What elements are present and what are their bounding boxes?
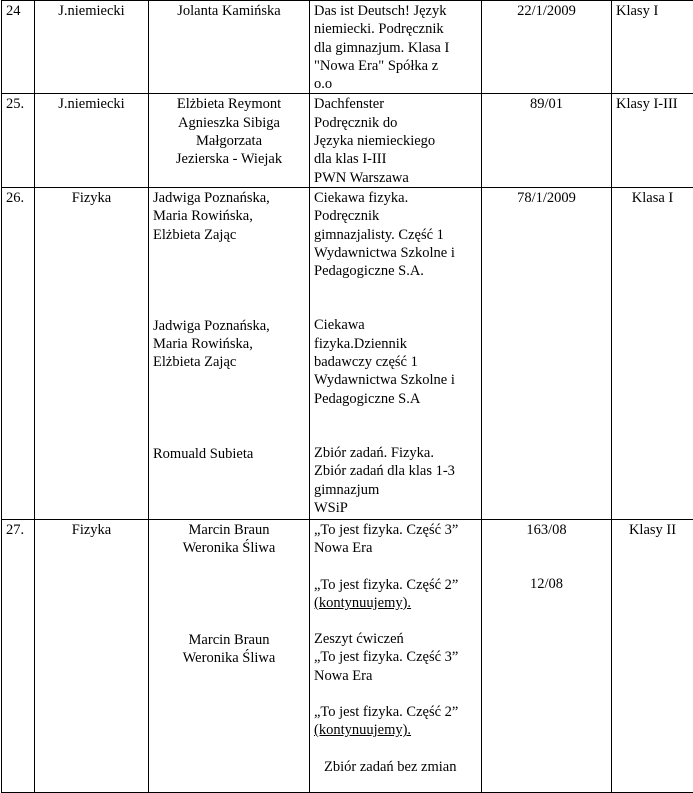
classes-cell: Klasa I <box>612 187 693 519</box>
book-line: „To jest fizyka. Część 2” <box>314 703 477 721</box>
book-line: Zbiór zadań bez zmian <box>314 758 477 776</box>
author-name: Jolanta Kamińska <box>153 2 305 20</box>
author-group <box>153 317 305 372</box>
author-name: Weronika Śliwa <box>153 649 305 667</box>
book-line: Nowa Era <box>314 539 477 557</box>
classes-cell: Klasy I-III <box>612 94 693 187</box>
author-group <box>153 445 305 463</box>
textbook-cell <box>310 1 482 94</box>
book-line: Nowa Era <box>314 667 477 685</box>
book-line: gimnazjalisty. Część 1 <box>314 226 477 244</box>
authors-cell <box>149 519 310 792</box>
approval-number: 163/08 <box>486 521 607 539</box>
book-group <box>314 630 477 685</box>
book-group <box>314 703 477 740</box>
subject-cell: J.niemiecki <box>35 94 149 187</box>
author-name: Małgorzata <box>153 132 305 150</box>
row-number: 24 <box>2 1 35 94</box>
approval-number-cell: 22/1/2009 <box>482 1 612 94</box>
author-name: Jezierska - Wiejak <box>153 150 305 168</box>
book-line: Języka niemieckiego <box>314 132 477 150</box>
table-row <box>2 1 693 94</box>
book-line: „To jest fizyka. Część 2” <box>314 576 477 594</box>
author-name: Agnieszka Sibiga <box>153 114 305 132</box>
approval-number-cell: 78/1/2009 <box>482 187 612 519</box>
book-line: Pedagogiczne S.A. <box>314 262 477 280</box>
row-number: 25. <box>2 94 35 187</box>
author-group <box>153 521 305 558</box>
book-line: fizyka.Dziennik <box>314 335 477 353</box>
classes-cell: Klasy II <box>612 519 693 792</box>
subject-cell: J.niemiecki <box>35 1 149 94</box>
subject-cell: Fizyka <box>35 187 149 519</box>
book-line: "Nowa Era" Spółka z <box>314 57 477 75</box>
book-group <box>314 444 477 517</box>
book-line: PWN Warszawa <box>314 169 477 187</box>
book-line: Wydawnictwa Szkolne i <box>314 244 477 262</box>
book-line: Podręcznik do <box>314 114 477 132</box>
book-line: dla klas I-III <box>314 150 477 168</box>
author-name: Elżbieta Zając <box>153 353 305 371</box>
book-line: niemiecki. Podręcznik <box>314 20 477 38</box>
book-line: Zeszyt ćwiczeń <box>314 630 477 648</box>
book-line: WSiP <box>314 499 477 517</box>
book-line: Zbiór zadań dla klas 1-3 <box>314 462 477 480</box>
book-line: badawczy część 1 <box>314 353 477 371</box>
textbook-table <box>1 0 693 793</box>
book-line: Zbiór zadań. Fizyka. <box>314 444 477 462</box>
author-name: Weronika Śliwa <box>153 539 305 557</box>
subject-cell: Fizyka <box>35 519 149 792</box>
authors-cell <box>149 94 310 187</box>
book-line: „To jest fizyka. Część 3” <box>314 521 477 539</box>
authors-cell <box>149 1 310 94</box>
book-line: dla gimnazjum. Klasa I <box>314 39 477 57</box>
book-line: Ciekawa fizyka. <box>314 189 477 207</box>
approval-number: 12/08 <box>486 575 607 593</box>
book-group <box>314 521 477 558</box>
book-line: „To jest fizyka. Część 3” <box>314 648 477 666</box>
approval-number-cell: 89/01 <box>482 94 612 187</box>
author-name: Marcin Braun <box>153 631 305 649</box>
row-number: 27. <box>2 519 35 792</box>
continuation-note: (kontynuujemy). <box>314 594 477 612</box>
author-name: Maria Rowińska, <box>153 335 305 353</box>
author-group <box>153 189 305 244</box>
continuation-note: (kontynuujemy). <box>314 721 477 739</box>
row-number: 26. <box>2 187 35 519</box>
textbook-cell <box>310 519 482 792</box>
author-name: Elżbieta Zając <box>153 226 305 244</box>
book-line: Wydawnictwa Szkolne i <box>314 371 477 389</box>
classes-cell: Klasy I <box>612 1 693 94</box>
approval-number-cell <box>482 519 612 792</box>
book-line: Podręcznik <box>314 207 477 225</box>
table-row <box>2 187 693 519</box>
table-row <box>2 519 693 792</box>
book-line: Ciekawa <box>314 316 477 334</box>
book-line: o.o <box>314 75 477 93</box>
table-row <box>2 94 693 187</box>
book-group <box>314 576 477 613</box>
book-line: Pedagogiczne S.A <box>314 390 477 408</box>
author-name: Maria Rowińska, <box>153 207 305 225</box>
textbook-cell <box>310 187 482 519</box>
book-group <box>314 316 477 407</box>
authors-cell <box>149 187 310 519</box>
book-line: Das ist Deutsch! Język <box>314 2 477 20</box>
textbook-cell <box>310 94 482 187</box>
book-line: gimnazjum <box>314 481 477 499</box>
author-name: Romuald Subieta <box>153 445 305 463</box>
author-name: Jadwiga Poznańska, <box>153 317 305 335</box>
author-group <box>153 631 305 668</box>
author-name: Marcin Braun <box>153 521 305 539</box>
author-name: Elżbieta Reymont <box>153 95 305 113</box>
author-name: Jadwiga Poznańska, <box>153 189 305 207</box>
book-group <box>314 189 477 280</box>
book-line: Dachfenster <box>314 95 477 113</box>
